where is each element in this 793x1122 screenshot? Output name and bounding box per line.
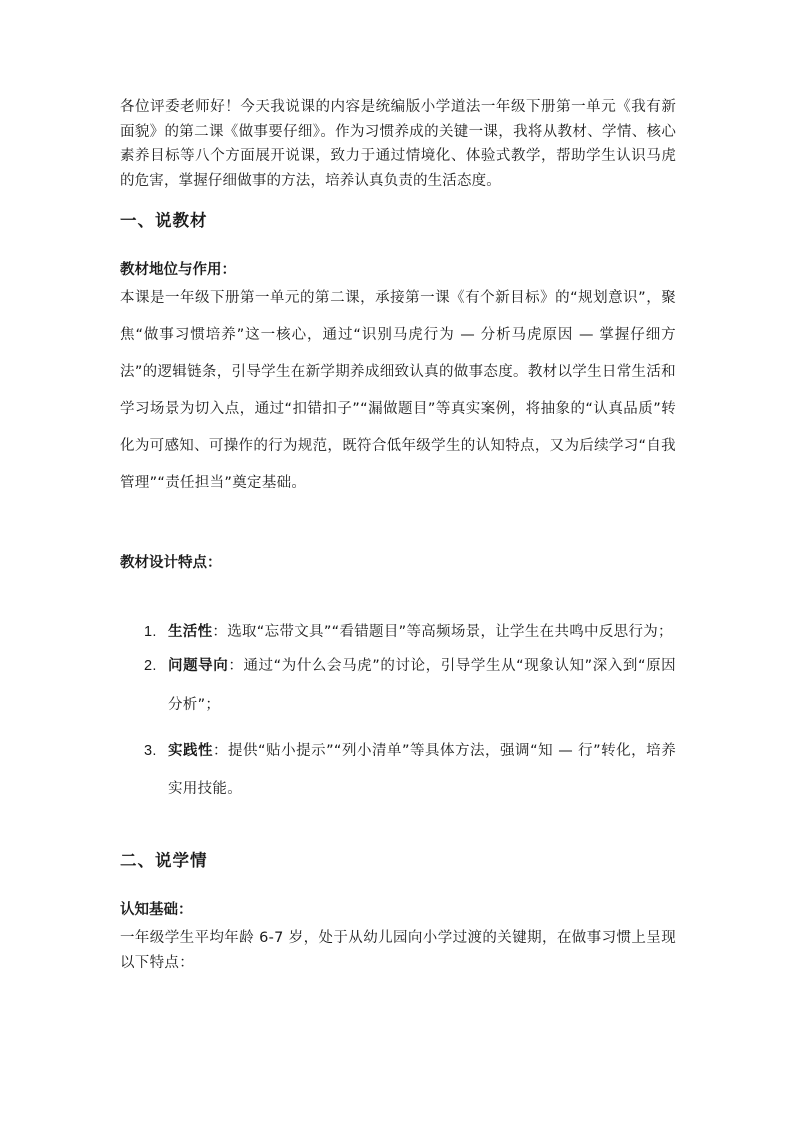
section-heading-learners: 二、说学情 [120, 851, 208, 870]
feature-label: 生活性 [168, 624, 213, 640]
list-item [120, 618, 676, 646]
feature-text: ：选取“忘带文具”“看错题目”等高频场景，让学生在共鸣中反思行为； [212, 624, 673, 640]
textbook-position-paragraph: 本课是一年级下册第一单元的第二课，承接第一课《有个新目标》的“规划意识”，聚焦“做事习惯培养”这一核心，通过“识别马虎行为 — 分析马虎原因 — 掌握仔细方法”的逻辑链条，引导学生在新学期养成细致认真的做事态度。教材以学生日常生活和学习场景为切入点，通过“扣错扣子”“漏做题目”等真实案例，将抽象的“认真品质”转化为可感知、可操作的行为规范，既符合低年级学生的认知特点，又为后续学习“自我管理”“责任担当”奠定基础。 [120, 290, 676, 491]
list-item [120, 732, 676, 808]
list-number: 3. [144, 743, 157, 759]
feature-label: 问题导向 [168, 658, 229, 674]
section-heading-textbook: 一、说教材 [120, 211, 208, 230]
intro-paragraph: 各位评委老师好！今天我说课的内容是统编版小学道法一年级下册第一单元《我有新面貌》的第二课《做事要仔细》。作为习惯养成的关键一课，我将从教材、学情、核心素养目标等八个方面展开说课，致力于通过情境化、体验式教学，帮助学生认识马虎的危害，掌握仔细做事的方法，培养认真负责的生活态度。 [120, 99, 676, 189]
subheading-cognition: 认知基础： [120, 902, 193, 918]
list-item [120, 647, 676, 725]
subheading-textbook-position: 教材地位与作用： [120, 262, 236, 278]
subheading-textbook-design: 教材设计特点： [120, 555, 222, 571]
feature-list [120, 618, 676, 808]
list-number: 1. [144, 624, 157, 640]
list-number: 2. [144, 658, 157, 674]
feature-text: ：通过“为什么会马虎”的讨论，引导学生从“现象认知”深入到“原因分析”； [168, 658, 676, 713]
feature-label: 实践性 [168, 743, 214, 759]
feature-text: ：提供“贴小提示”“列小清单”等具体方法，强调“知 — 行”转化，培养实用技能。 [168, 743, 676, 797]
cognition-paragraph: 一年级学生平均年龄 6-7 岁，处于从幼儿园向小学过渡的关键期，在做事习惯上呈现以下特点： [120, 930, 676, 971]
